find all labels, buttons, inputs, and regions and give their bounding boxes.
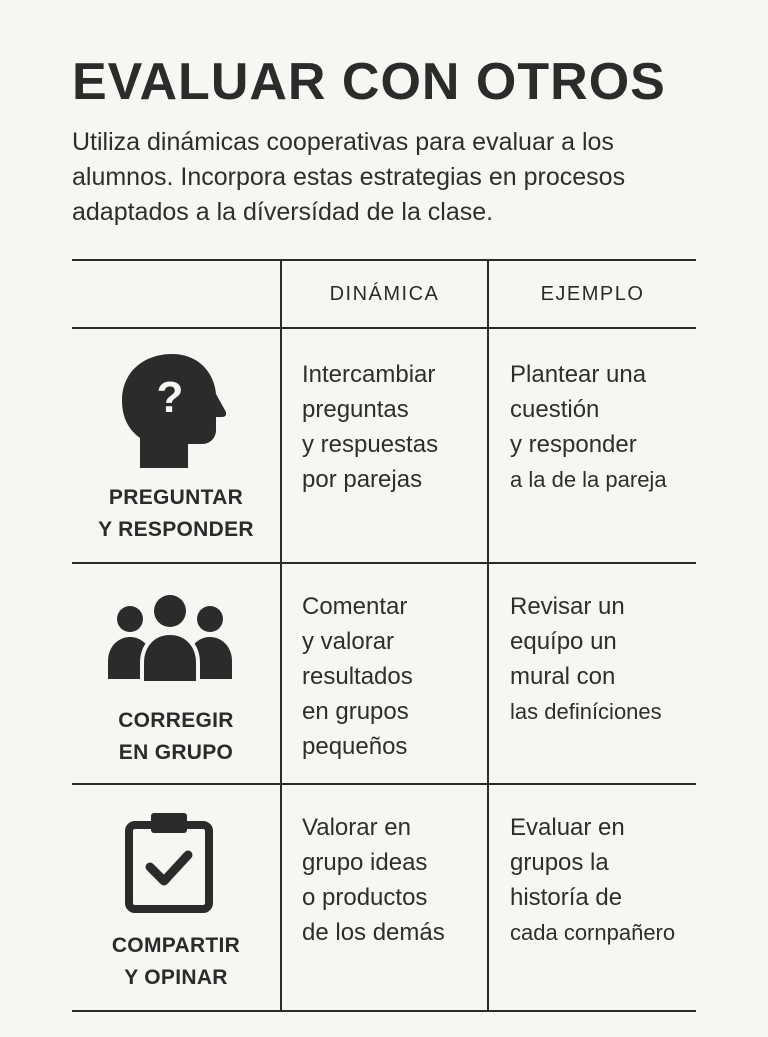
column-header-ejemplo: EJEMPLO xyxy=(540,283,645,305)
table-column-divider xyxy=(280,259,282,1012)
cell-line: Revisar un xyxy=(510,593,625,620)
intro-line: alumnos. Incorpora estas estrategias en procesos xyxy=(72,163,626,191)
cell-line: y respuestas xyxy=(302,431,439,458)
cell-line: grupos la xyxy=(510,849,609,876)
table-row-divider xyxy=(72,562,696,564)
cell-line: y responder xyxy=(510,431,637,458)
cell-dinamica xyxy=(302,357,438,497)
cell-line: preguntas xyxy=(302,396,409,423)
intro-line: adaptados a la díversídad de la clase. xyxy=(72,198,494,226)
table-border-top xyxy=(72,259,696,261)
row-label-line: CORREGIR xyxy=(118,709,234,732)
column-header-dinamica: DINÁMICA xyxy=(329,283,440,305)
cell-line: Intercambiar xyxy=(302,361,436,388)
table-header-divider xyxy=(72,327,696,329)
clipboard-check-icon xyxy=(124,813,214,913)
row-label-line: COMPARTIR xyxy=(111,934,241,957)
cell-line: Plantear una xyxy=(510,361,647,388)
group-people-icon xyxy=(108,595,232,683)
page-title: EVALUAR CON OTROS xyxy=(72,53,666,111)
cell-line: Comentar xyxy=(302,593,408,620)
cell-ejemplo xyxy=(510,810,675,950)
intro-line: Utiliza dinámicas cooperativas para evaluar a los xyxy=(72,128,614,156)
cell-line: a la de la pareja xyxy=(510,467,667,492)
cell-ejemplo xyxy=(510,589,662,729)
intro-paragraph xyxy=(72,125,712,230)
cell-dinamica xyxy=(302,589,413,764)
cell-line: y valorar xyxy=(302,628,395,655)
row-label-compartir xyxy=(72,930,280,994)
row-label-line: PREGUNTAR xyxy=(108,486,244,509)
cell-line: pequeños xyxy=(302,733,408,760)
head-question-icon xyxy=(122,354,226,468)
cell-line: equípo un xyxy=(510,628,617,655)
cell-ejemplo xyxy=(510,357,667,497)
table-row-divider xyxy=(72,783,696,785)
cell-line: en grupos xyxy=(302,698,409,725)
row-label-line: Y RESPONDER xyxy=(98,518,254,541)
table-border-bottom xyxy=(72,1010,696,1012)
cell-line: mural con xyxy=(510,663,616,690)
cell-line: o productos xyxy=(302,884,428,911)
cell-line: de los demás xyxy=(302,919,445,946)
row-label-preguntar xyxy=(72,482,280,546)
cell-line: historía de xyxy=(510,884,623,911)
table-column-divider xyxy=(487,259,489,1012)
cell-line: Valorar en xyxy=(302,814,411,841)
cell-line: Evaluar en xyxy=(510,814,625,841)
cell-line: cuestión xyxy=(510,396,600,423)
row-label-line: Y OPINAR xyxy=(124,966,228,989)
row-label-corregir xyxy=(72,705,280,769)
cell-line: grupo ideas xyxy=(302,849,428,876)
cell-dinamica xyxy=(302,810,445,950)
svg-text:?: ? xyxy=(156,373,184,422)
cell-line: las definíciones xyxy=(510,699,662,724)
cell-line: cada cornpañero xyxy=(510,920,676,945)
cell-line: resultados xyxy=(302,663,413,690)
row-label-line: EN GRUPO xyxy=(118,741,234,764)
cell-line: por parejas xyxy=(302,466,423,493)
